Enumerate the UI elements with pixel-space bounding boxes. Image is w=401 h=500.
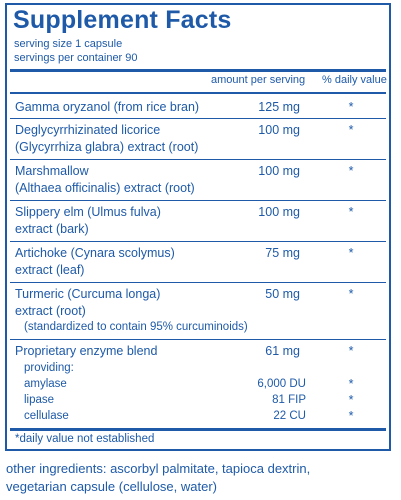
nutrient-amount: 75 mg	[265, 246, 300, 260]
daily-value: *	[348, 377, 354, 391]
daily-value: *	[348, 409, 354, 423]
nutrient-row	[10, 286, 386, 337]
nutrient-name: Slippery elm (Ulmus fulva)	[15, 205, 161, 219]
top-rule	[10, 69, 386, 72]
header-rule	[10, 92, 386, 94]
row-divider	[10, 282, 386, 283]
nutrient-amount: 125 mg	[258, 100, 300, 114]
servings-per-container: servings per container 90	[14, 52, 138, 64]
nutrient-name: Artichoke (Cynara scolymus)	[15, 246, 175, 260]
enzyme-name: cellulase	[24, 410, 69, 422]
nutrient-name-line2: extract (root)	[15, 304, 86, 318]
nutrient-row	[10, 204, 386, 238]
nutrient-row	[10, 99, 386, 116]
enzyme-row	[10, 408, 386, 425]
row-divider	[10, 200, 386, 201]
enzyme-amount: 81 FIP	[272, 394, 306, 406]
row-divider	[10, 159, 386, 160]
nutrient-amount: 100 mg	[258, 123, 300, 137]
footnote: *daily value not established	[15, 433, 155, 445]
enzyme-row	[10, 376, 386, 393]
serving-size: serving size 1 capsule	[14, 38, 123, 50]
row-divider	[10, 241, 386, 242]
enzyme-name: amylase	[24, 378, 67, 390]
nutrient-name: Proprietary enzyme blend	[15, 344, 158, 358]
other-ingredients	[6, 460, 310, 496]
nutrient-name: Deglycyrrhizinated licorice	[15, 123, 161, 137]
daily-value: *	[348, 205, 354, 219]
amount-header: amount per serving	[211, 74, 306, 86]
nutrient-name-line2: providing:	[24, 362, 74, 374]
daily-value: *	[348, 287, 354, 301]
row-divider	[10, 118, 386, 119]
nutrient-row	[10, 163, 386, 197]
nutrient-name-line2: (Glycyrrhiza glabra) extract (root)	[15, 140, 199, 154]
daily-value: *	[348, 246, 354, 260]
enzyme-row	[10, 392, 386, 409]
nutrient-name-line2: extract (bark)	[15, 222, 89, 236]
enzyme-amount: 6,000 DU	[257, 378, 306, 390]
nutrient-amount: 100 mg	[258, 205, 300, 219]
nutrient-name-line2: extract (leaf)	[15, 263, 85, 277]
nutrient-name: Gamma oryzanol (from rice bran)	[15, 100, 200, 114]
nutrient-name: Turmeric (Curcuma longa)	[15, 287, 161, 301]
nutrient-standardization: (standardized to contain 95% curcuminoids)	[24, 321, 248, 333]
daily-value-header: % daily value	[322, 74, 387, 86]
other-ingredients-line1: other ingredients: ascorbyl palmitate, tapioca dextrin,	[6, 461, 311, 476]
nutrient-row	[10, 122, 386, 156]
daily-value: *	[348, 393, 354, 407]
nutrient-name: Marshmallow	[15, 164, 89, 178]
enzyme-amount: 22 CU	[273, 410, 306, 422]
nutrient-row	[10, 245, 386, 279]
daily-value: *	[348, 344, 354, 358]
bottom-rule	[10, 428, 386, 431]
panel-title: Supplement Facts	[13, 6, 232, 34]
daily-value: *	[348, 100, 354, 114]
daily-value: *	[348, 123, 354, 137]
nutrient-name-line2: (Althaea officinalis) extract (root)	[15, 181, 195, 195]
daily-value: *	[348, 164, 354, 178]
nutrient-amount: 61 mg	[265, 344, 300, 358]
nutrient-amount: 50 mg	[265, 287, 300, 301]
nutrient-row	[10, 343, 386, 377]
row-divider	[10, 339, 386, 340]
enzyme-name: lipase	[24, 394, 55, 406]
nutrient-amount: 100 mg	[258, 164, 300, 178]
supplement-facts-panel	[5, 3, 391, 451]
other-ingredients-line2: vegetarian capsule (cellulose, water)	[6, 479, 217, 494]
